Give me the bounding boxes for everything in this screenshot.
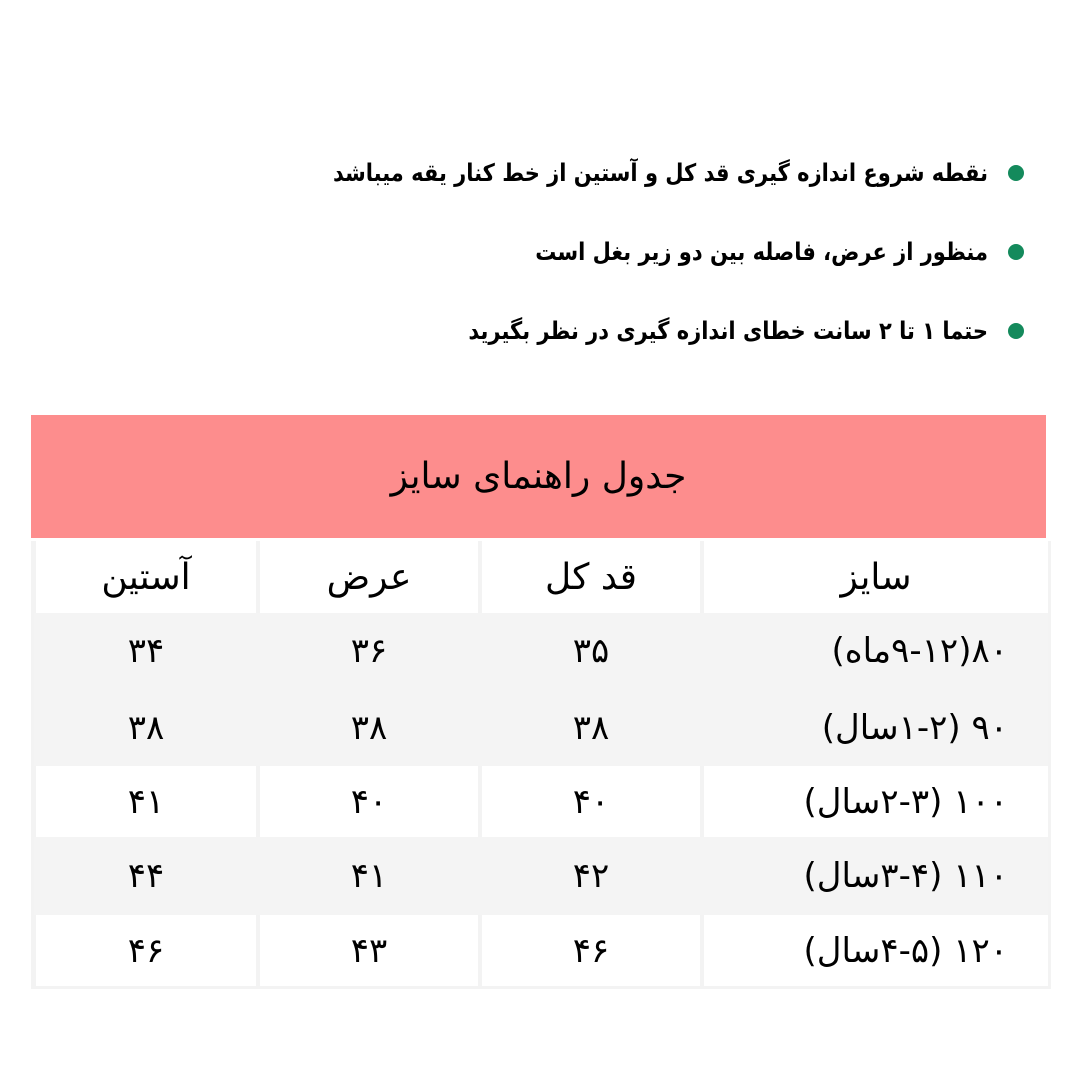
cell-length: ۴۶ (482, 915, 700, 986)
bullet-dot-icon (1008, 323, 1024, 339)
cell-sleeve: ۴۴ (127, 856, 165, 896)
header-length: قد کل (482, 541, 700, 613)
cell-width: ۴۰ (260, 766, 478, 837)
cell-size: ۱۱۰ (۳-۴سال) (803, 856, 1008, 896)
cell-length: ۳۸ (572, 707, 610, 748)
table-title: جدول راهنمای سایز (31, 415, 1046, 538)
table-row (34, 766, 1048, 837)
table-row (34, 915, 1048, 986)
table-row (34, 837, 1048, 915)
cell-size: ۸۰(۹-۱۲ماه) (831, 631, 1008, 671)
cell-sleeve: ۴۱ (36, 766, 256, 837)
cell-size: ۹۰ (۱-۲سال) (821, 707, 1008, 748)
note-item (324, 229, 1024, 275)
cell-size: ۱۰۰ (۲-۳سال) (704, 766, 1048, 837)
measurement-notes (324, 150, 1024, 387)
header-size: سایز (704, 541, 1048, 613)
cell-width: ۴۳ (260, 915, 478, 986)
cell-length: ۴۰ (482, 766, 700, 837)
cell-length: ۴۲ (572, 856, 610, 896)
header-width: عرض (260, 541, 478, 613)
table-row (34, 689, 1048, 766)
table-header-row (34, 541, 1048, 613)
cell-sleeve: ۳۴ (127, 631, 165, 671)
cell-width: ۳۶ (350, 631, 388, 671)
note-text: حتما ۱ تا ۲ سانت خطای اندازه گیری در نظر بگیرید (468, 317, 988, 345)
cell-width: ۳۸ (350, 707, 388, 748)
note-text: نقطه شروع اندازه گیری قد کل و آستین از خط کنار یقه میباشد (332, 159, 988, 187)
bullet-dot-icon (1008, 244, 1024, 260)
cell-sleeve: ۴۶ (36, 915, 256, 986)
cell-size: ۱۲۰ (۴-۵سال) (704, 915, 1048, 986)
table-grid (31, 541, 1051, 989)
header-sleeve: آستین (36, 541, 256, 613)
note-text: منظور از عرض، فاصله بین دو زیر بغل است (535, 238, 988, 266)
note-item (324, 150, 1024, 196)
cell-sleeve: ۳۸ (127, 707, 165, 748)
note-item (324, 308, 1024, 354)
bullet-dot-icon (1008, 165, 1024, 181)
cell-length: ۳۵ (572, 631, 610, 671)
cell-width: ۴۱ (350, 856, 388, 896)
table-row (34, 613, 1048, 689)
size-guide-table (31, 415, 1051, 989)
